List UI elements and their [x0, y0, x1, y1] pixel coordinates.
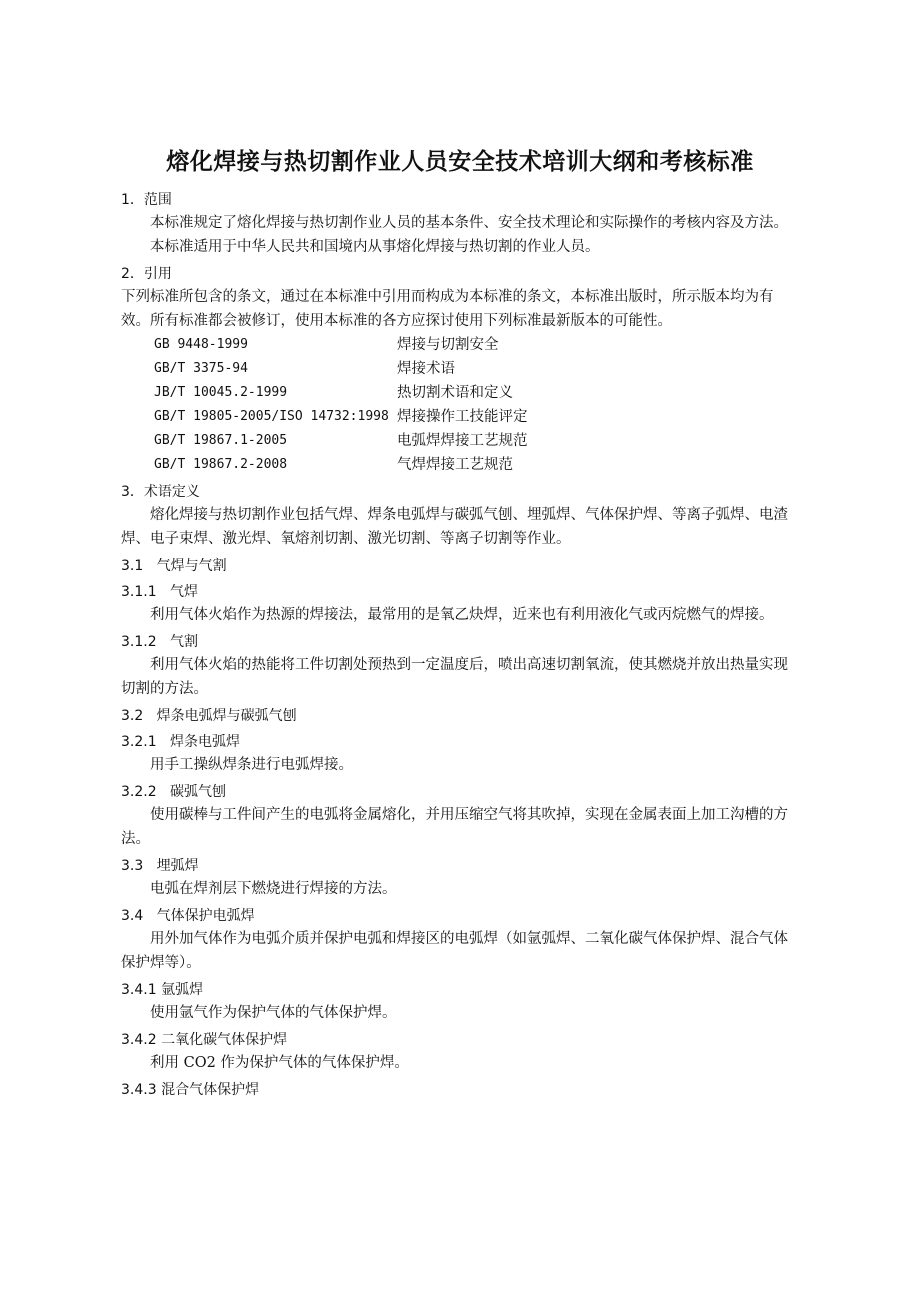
- reference-list: [121, 333, 801, 477]
- section-3-2-heading: 3.2 焊条电弧焊与碳弧气刨: [121, 708, 297, 724]
- reference-name: 焊接与切割安全: [397, 337, 499, 353]
- section-1-paragraph-1: 本标准规定了熔化焊接与热切割作业人员的基本条件、安全技术理论和实际操作的考核内容及方法。: [150, 215, 788, 231]
- reference-item: [121, 429, 801, 453]
- section-3-4-2-heading: 3.4.2 二氧化碳气体保护焊: [121, 1032, 288, 1048]
- reference-item: [121, 453, 801, 477]
- section-2-heading: 2．引用: [121, 266, 172, 282]
- reference-code: GB/T 19867.1-2005: [154, 433, 288, 448]
- section-3-4-2-paragraph: 利用 CO2 作为保护气体的气体保护焊。: [150, 1055, 409, 1071]
- section-3-1-2-heading: 3.1.2 气割: [121, 634, 198, 650]
- reference-code: GB 9448-1999: [154, 337, 248, 352]
- section-3-4-3-heading: 3.4.3 混合气体保护焊: [121, 1082, 260, 1098]
- section-3-paragraph: 熔化焊接与热切割作业包括气焊、焊条电弧焊与碳弧气刨、埋弧焊、气体保护焊、等离子弧焊、电渣焊、电子束焊、激光焊、氧熔剂切割、激光切割、等离子切割等作业。: [121, 507, 788, 547]
- section-3-2-1-paragraph: 用手工操纵焊条进行电弧焊接。: [150, 757, 353, 773]
- reference-name: 焊接操作工技能评定: [397, 409, 528, 425]
- reference-code: GB/T 3375-94: [154, 361, 248, 376]
- section-3-4-paragraph: 用外加气体作为电弧介质并保护电弧和焊接区的电弧焊（如氩弧焊、二氧化碳气体保护焊、混合气体保护焊等）。: [121, 931, 788, 971]
- section-3-3-heading: 3.3 埋弧焊: [121, 858, 199, 874]
- reference-item: [121, 357, 801, 381]
- section-3-heading: 3．术语定义: [121, 484, 200, 500]
- reference-name: 气焊焊接工艺规范: [397, 457, 513, 473]
- section-3-1-1-paragraph: 利用气体火焰作为热源的焊接法，最常用的是氧乙炔焊，近来也有利用液化气或丙烷燃气的焊接。: [150, 607, 774, 623]
- section-2-paragraph: 下列标准所包含的条文，通过在本标准中引用而构成为本标准的条文，本标准出版时，所示版本均为有效。所有标准都会被修订，使用本标准的各方应探讨使用下列标准最新版本的可能性。: [121, 289, 774, 329]
- reference-item: [121, 405, 801, 429]
- section-3-1-2-paragraph: 利用气体火焰的热能将工件切割处预热到一定温度后，喷出高速切割氧流，使其燃烧并放出热量实现切割的方法。: [121, 657, 788, 697]
- section-3-2-1-heading: 3.2.1 焊条电弧焊: [121, 734, 240, 750]
- reference-item: [121, 381, 801, 405]
- reference-code: GB/T 19867.2-2008: [154, 457, 288, 472]
- section-1-paragraph-2: 本标准适用于中华人民共和国境内从事熔化焊接与热切割的作业人员。: [150, 239, 600, 255]
- reference-name: 焊接术语: [397, 361, 455, 377]
- reference-code: GB/T 19805-2005/ISO 14732:1998: [154, 409, 389, 424]
- reference-name: 电弧焊焊接工艺规范: [397, 433, 528, 449]
- reference-item: [121, 333, 801, 357]
- reference-code: JB/T 10045.2-1999: [154, 385, 288, 400]
- section-3-1-heading: 3.1 气焊与气割: [121, 558, 227, 574]
- document-title: 熔化焊接与热切割作业人员安全技术培训大纲和考核标准: [166, 149, 754, 175]
- section-3-4-1-heading: 3.4.1 氩弧焊: [121, 982, 204, 998]
- section-3-2-2-heading: 3.2.2 碳弧气刨: [121, 784, 226, 800]
- document-body: [121, 185, 801, 1101]
- reference-name: 热切割术语和定义: [397, 385, 513, 401]
- section-3-4-heading: 3.4 气体保护电弧焊: [121, 908, 255, 924]
- section-3-3-paragraph: 电弧在焊剂层下燃烧进行焊接的方法。: [150, 881, 397, 897]
- section-3-2-2-paragraph: 使用碳棒与工件间产生的电弧将金属熔化，并用压缩空气将其吹掉，实现在金属表面上加工沟槽的方法。: [121, 807, 788, 847]
- section-1-heading: 1．范围: [121, 192, 172, 208]
- section-3-1-1-heading: 3.1.1 气焊: [121, 584, 198, 600]
- section-3-4-1-paragraph: 使用氩气作为保护气体的气体保护焊。: [150, 1005, 397, 1021]
